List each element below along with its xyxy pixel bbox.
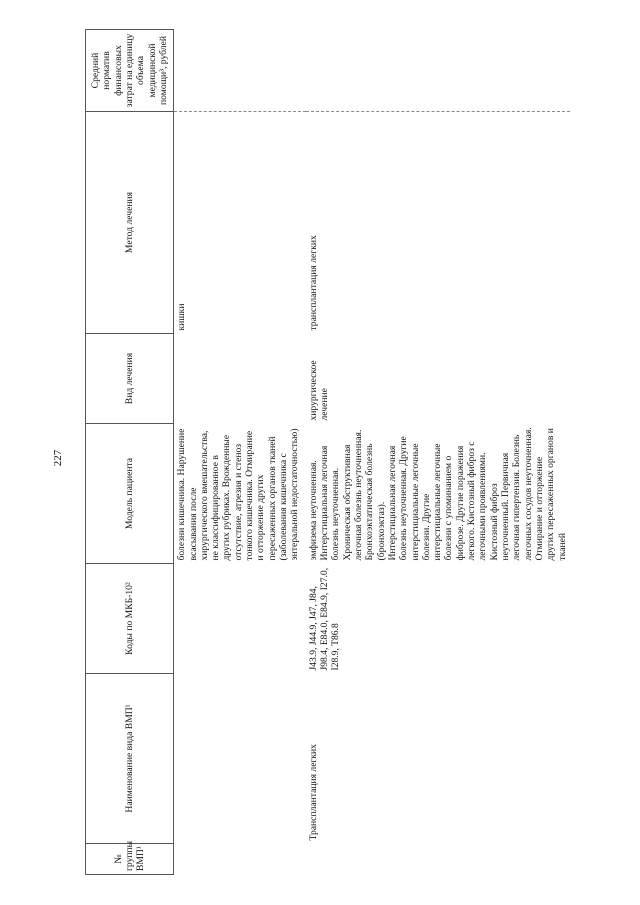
vmp-table	[85, 29, 570, 875]
cell-group-no	[306, 844, 570, 875]
header-vmp-name: Наименование вида ВМП¹	[86, 674, 174, 844]
cell-patient-model: эмфизема неуточненная. Интерстициальная легочная болезнь неуточненная. Хроническая обструктивная легочная болезнь неуточненная. Бронхоэктатическая болезнь (бронхоэктаз). Интерстициальная легочная болезнь неуточненная. Другие интерстициальные легочные болезни. Другие интерстициальные легочные болезни с упоминанием о фиброзе. Другие поражения легкого. Кистозный фиброз с легочными проявлениями. Кистозный фиброз неуточненный. Первичная легочная гипертензия. Болезнь легочных сосудов неуточненная. Отмирание и отторжение других пересаженных органов и тканей	[307, 427, 568, 561]
cell-treatment-method: кишки	[176, 303, 188, 331]
header-icd-codes: Коды по МКБ-10²	[86, 564, 174, 674]
cell-patient-model: болезни кишечника. Нарушение всасывания после хирургического вмешательства, не классифицированное в других рубриках. Врожденные отсутствие, атрезия и стеноз тонкого кишечника. Отмирание и отторжение других пересаженных органов тканей (заболевания кишечника с энтеральной недостаточностью)	[176, 428, 301, 561]
cell-treatment-method: трансплантация легких	[307, 235, 319, 331]
cell-treatment-type	[174, 334, 306, 424]
cell-cost-norm	[174, 30, 306, 112]
cell-group-no	[174, 844, 306, 875]
header-treatment-method: Метод лечения	[86, 112, 174, 334]
cell-treatment-type: хирургическое лечение	[307, 360, 330, 421]
cell-cost-norm	[306, 30, 570, 112]
page-number: 227	[52, 449, 64, 467]
cell-icd-codes: J43.9, J44.9, J47, J84, J98.4, E84.0, E84.9, I27.0, I28.9, T86.8	[307, 567, 342, 671]
cell-vmp-name: Трансплантация легких	[307, 744, 319, 841]
header-group-no: № группы ВМП¹	[86, 844, 174, 875]
header-patient-model: Модель пациента	[86, 424, 174, 564]
cell-vmp-name	[174, 674, 306, 844]
cell-icd-codes	[174, 564, 306, 674]
table-row	[174, 30, 306, 875]
header-treatment-type: Вид лечения	[86, 334, 174, 424]
rotated-table-sheet	[85, 30, 580, 875]
table-header-row	[86, 30, 174, 875]
header-cost-norm: Средний норматив финансовых затрат на единицу объема медицинской помощи³, рублей	[86, 30, 174, 112]
table-row	[306, 30, 570, 875]
